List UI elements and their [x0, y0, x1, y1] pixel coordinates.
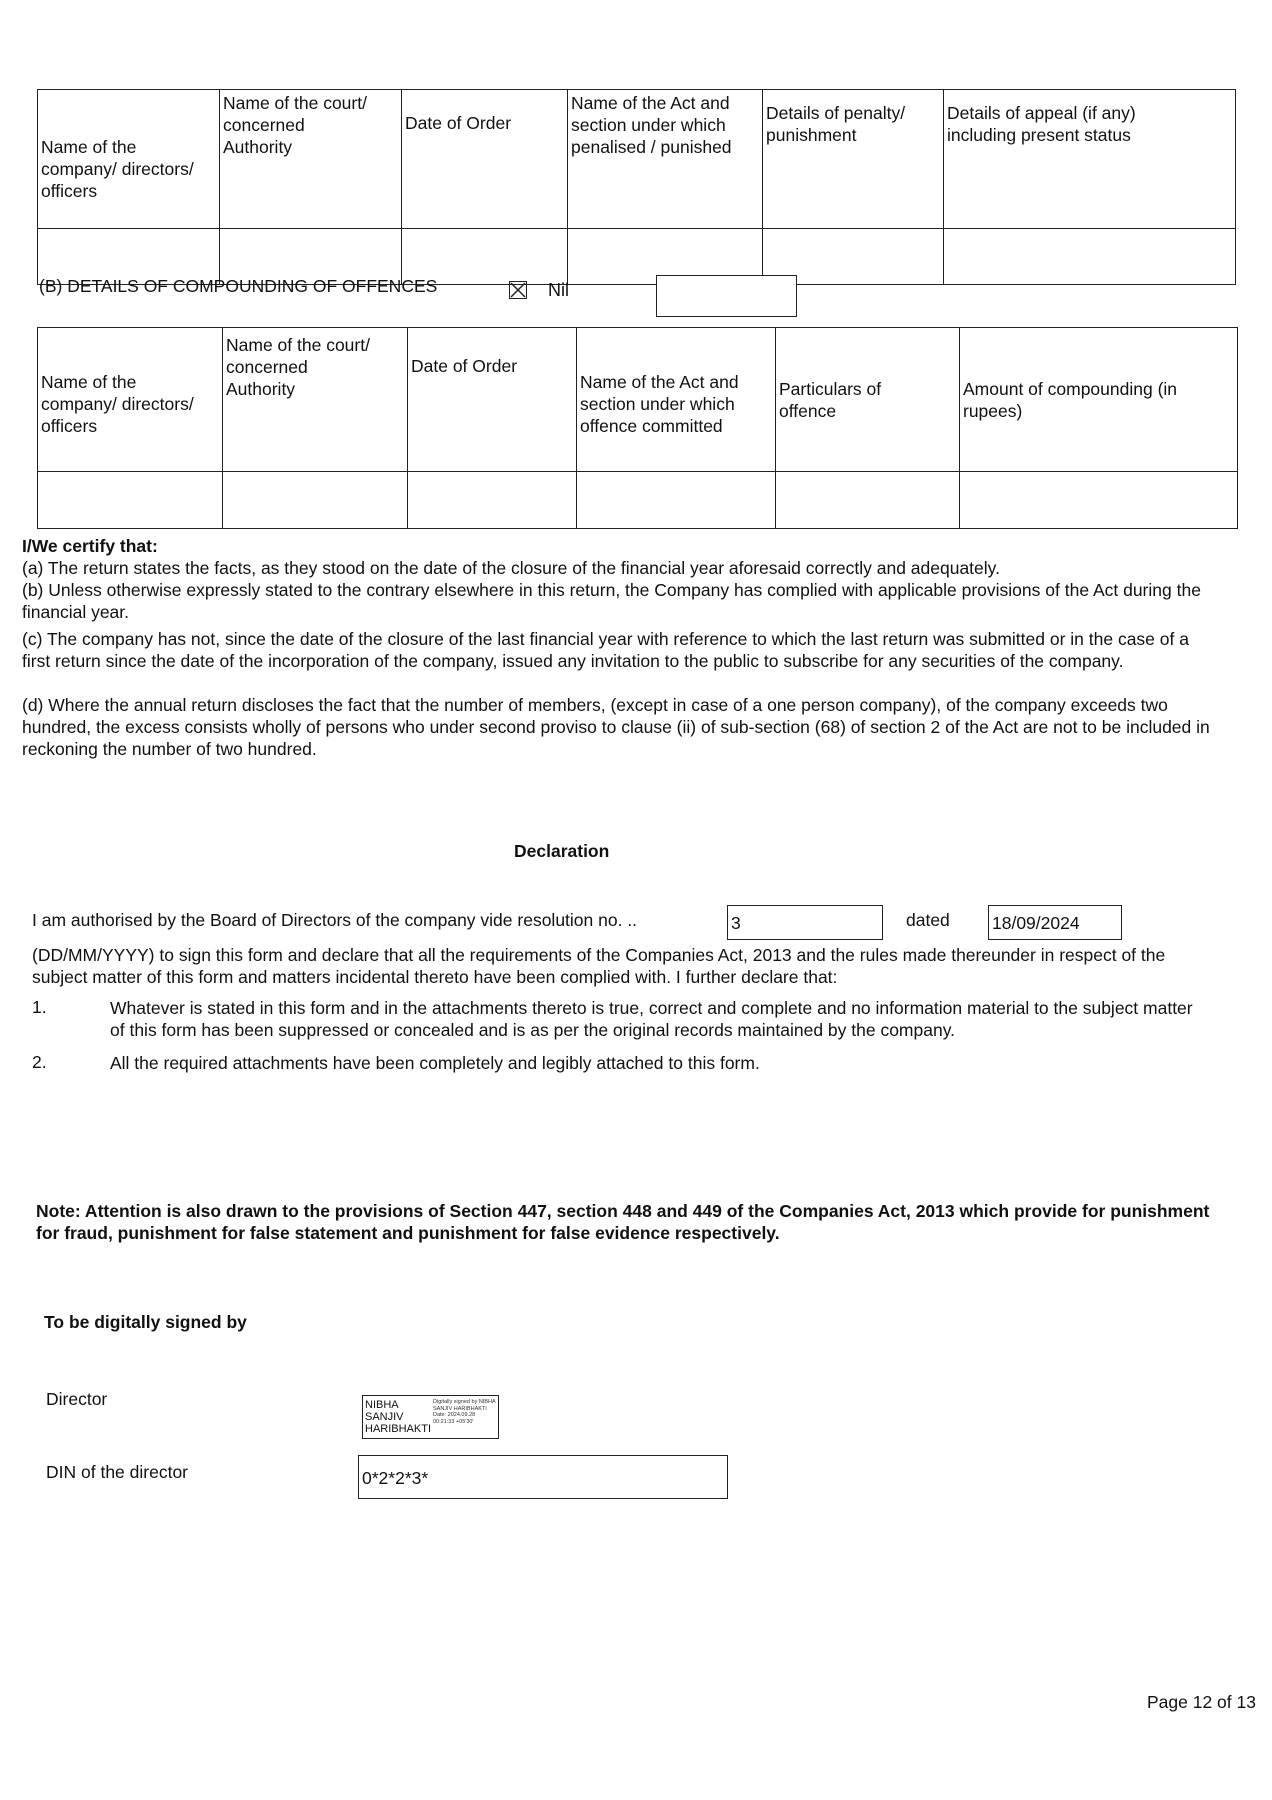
authorised-text: I am authorised by the Board of Directors of the company vide resolution no. ..	[32, 910, 638, 930]
page-number: Page 12 of 13	[1147, 1692, 1256, 1712]
compounding-header-particulars: Particulars of offence	[776, 328, 960, 472]
declaration-item-2: All the required attachments have been completely and legibly attached to this form.	[110, 1053, 760, 1073]
digital-signature[interactable]	[362, 1395, 499, 1439]
dated-label: dated	[906, 910, 950, 930]
penalty-header-court: Name of the court/ concerned Authority	[220, 90, 402, 229]
compounding-cell[interactable]	[776, 472, 960, 529]
declaration-paragraph: (DD/MM/YYYY) to sign this form and declare that all the requirements of the Companies Act, 2013 and the rules made thereunder in respect of the subject matter of this form and matters incidental thereto have been complied with. I further declare that:	[32, 945, 1166, 987]
resolution-number-field[interactable]	[727, 905, 883, 940]
nil-label: Nil	[548, 280, 569, 300]
penalty-header-date: Date of Order	[402, 90, 568, 229]
certify-heading: I/We certify that:	[22, 536, 158, 556]
compounding-cell[interactable]	[38, 472, 223, 529]
penalty-header-details: Details of penalty/ punishment	[763, 90, 944, 229]
signing-heading: To be digitally signed by	[44, 1312, 247, 1332]
signature-name: NIBHA SANJIV HARIBHAKTI	[365, 1399, 432, 1435]
signature-details: Digitally signed by NIBHA SANJIV HARIBHAKTI Date: 2024.09.28 00:21:33 +05'30'	[433, 1399, 496, 1425]
certify-item-c: (c) The company has not, since the date of the closure of the last financial year with reference to which the last return was submitted or in the case of a first return since the date of the incorporation of the company, issued any invitation to the public to subscribe for any securities of the company.	[22, 629, 1189, 671]
penalty-header-appeal: Details of appeal (if any) including present status	[944, 90, 1236, 229]
director-label: Director	[46, 1389, 108, 1409]
resolution-date-field[interactable]	[988, 905, 1122, 940]
penalty-header-act: Name of the Act and section under which penalised / punished	[568, 90, 763, 229]
certify-item-b: (b) Unless otherwise expressly stated to the contrary elsewhere in this return, the Company has complied with applicable provisions of the Act during the financial year.	[22, 580, 1201, 622]
certify-item-a: (a) The return states the facts, as they stood on the date of the closure of the financial year aforesaid correctly and adequately.	[22, 558, 1000, 578]
penalty-table-header-row	[38, 90, 1236, 229]
compounding-table-header-row	[38, 328, 1238, 472]
resolution-date-value: 18/09/2024	[992, 913, 1080, 933]
declaration-item-num-1: 1.	[32, 997, 47, 1017]
din-field[interactable]	[358, 1455, 728, 1499]
penalty-header-name: Name of the company/ directors/ officers	[38, 90, 220, 229]
penalty-table	[37, 89, 1236, 285]
compounding-cell[interactable]	[577, 472, 776, 529]
compounding-empty-box[interactable]	[656, 275, 797, 317]
nil-checkbox[interactable]	[509, 281, 527, 299]
compounding-cell[interactable]	[960, 472, 1238, 529]
legal-note: Note: Attention is also drawn to the provisions of Section 447, section 448 and 449 of the Companies Act, 2013 which provide for punishment for fraud, punishment for false statement and punishment for false evidence respectively.	[36, 1201, 1210, 1243]
compounding-header-name: Name of the company/ directors/ officers	[38, 328, 223, 472]
declaration-item-num-2: 2.	[32, 1052, 47, 1072]
din-value: 0*2*2*3*	[362, 1468, 429, 1488]
resolution-number-value: 3	[731, 913, 741, 933]
checkbox-cross-icon	[510, 282, 526, 298]
compounding-cell[interactable]	[223, 472, 408, 529]
compounding-table-row	[38, 472, 1238, 529]
certify-item-d: (d) Where the annual return discloses the fact that the number of members, (except in case of a one person company), of the company exceeds two hundred, the excess consists wholly of persons who under second proviso to clause (ii) of sub-section (68) of section 2 of the Act are not to be included in reckoning the number of two hundred.	[22, 695, 1210, 759]
din-label: DIN of the director	[46, 1462, 188, 1482]
compounding-heading: (B) DETAILS OF COMPOUNDING OF OFFENCES	[39, 276, 438, 296]
compounding-header-amount: Amount of compounding (in rupees)	[960, 328, 1238, 472]
penalty-cell[interactable]	[944, 229, 1236, 285]
declaration-item-1: Whatever is stated in this form and in the attachments thereto is true, correct and complete and no information material to the subject matter of this form has been suppressed or concealed and is as per the original records maintained by the company.	[110, 998, 1193, 1040]
compounding-header-date: Date of Order	[408, 328, 577, 472]
declaration-title: Declaration	[514, 841, 610, 861]
compounding-table	[37, 327, 1238, 529]
compounding-cell[interactable]	[408, 472, 577, 529]
compounding-header-court: Name of the court/ concerned Authority	[223, 328, 408, 472]
compounding-header-act: Name of the Act and section under which offence committed	[577, 328, 776, 472]
